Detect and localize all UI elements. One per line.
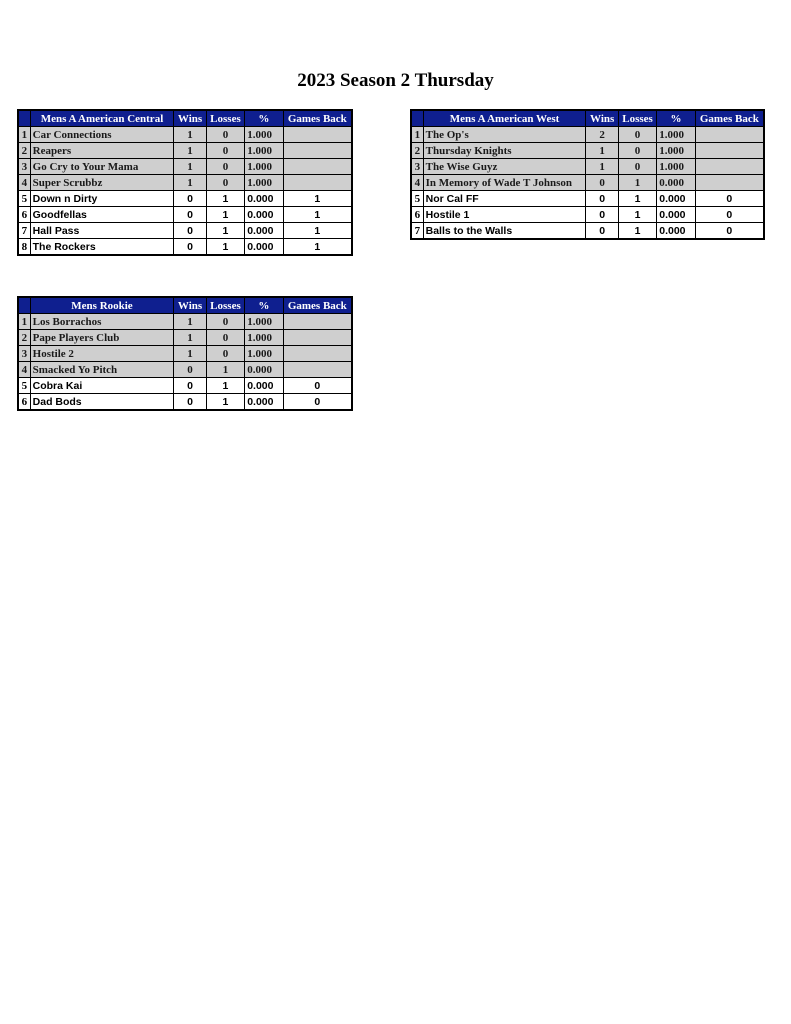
wins-cell: 1 — [174, 175, 206, 191]
games-back-cell: 0 — [695, 223, 764, 240]
rank-cell: 7 — [18, 223, 30, 239]
team-name: Balls to the Walls — [423, 223, 586, 240]
games-back-cell — [283, 314, 352, 330]
rank-cell: 1 — [411, 127, 423, 143]
table-row — [411, 159, 764, 175]
team-name: Cobra Kai — [30, 378, 174, 394]
losses-cell: 0 — [618, 159, 656, 175]
losses-cell: 1 — [618, 223, 656, 240]
team-name: Pape Players Club — [30, 330, 174, 346]
team-name: Goodfellas — [30, 207, 174, 223]
table-row — [18, 330, 352, 346]
team-name: Smacked Yo Pitch — [30, 362, 174, 378]
table-row — [18, 207, 352, 223]
table-header-row — [18, 297, 352, 314]
wins-cell: 1 — [174, 346, 206, 362]
team-name: Los Borrachos — [30, 314, 174, 330]
games-back-cell — [283, 362, 352, 378]
wins-cell: 1 — [586, 159, 618, 175]
pct-cell: 1.000 — [245, 330, 283, 346]
table-row — [18, 223, 352, 239]
header-corner — [411, 110, 423, 127]
table-row — [411, 175, 764, 191]
pct-cell: 1.000 — [245, 175, 283, 191]
losses-cell: 0 — [206, 346, 244, 362]
rank-cell: 1 — [18, 127, 30, 143]
table-row — [411, 127, 764, 143]
table-row — [18, 378, 352, 394]
table-header-row — [18, 110, 352, 127]
losses-cell: 0 — [206, 159, 244, 175]
pct-cell: 0.000 — [657, 175, 695, 191]
table-row — [411, 191, 764, 207]
rank-cell: 4 — [18, 175, 30, 191]
division-name: Mens A American Central — [30, 110, 174, 127]
rank-cell: 6 — [411, 207, 423, 223]
header-losses: Losses — [206, 297, 244, 314]
losses-cell: 0 — [206, 127, 244, 143]
losses-cell: 1 — [618, 175, 656, 191]
header-wins: Wins — [174, 297, 206, 314]
team-name: The Wise Guyz — [423, 159, 586, 175]
table-row — [18, 346, 352, 362]
games-back-cell: 1 — [283, 223, 352, 239]
games-back-cell: 0 — [695, 207, 764, 223]
table-row — [18, 239, 352, 256]
wins-cell: 0 — [586, 191, 618, 207]
losses-cell: 0 — [206, 330, 244, 346]
losses-cell: 1 — [206, 362, 244, 378]
wins-cell: 1 — [174, 143, 206, 159]
wins-cell: 0 — [586, 207, 618, 223]
losses-cell: 0 — [618, 143, 656, 159]
team-name: Hostile 2 — [30, 346, 174, 362]
wins-cell: 0 — [174, 223, 206, 239]
table-row — [18, 191, 352, 207]
wins-cell: 1 — [174, 314, 206, 330]
team-name: Reapers — [30, 143, 174, 159]
wins-cell: 0 — [174, 239, 206, 256]
pct-cell: 0.000 — [245, 223, 283, 239]
rank-cell: 2 — [18, 143, 30, 159]
table-row — [411, 143, 764, 159]
header-games-back: Games Back — [283, 110, 352, 127]
games-back-cell — [283, 127, 352, 143]
games-back-cell: 1 — [283, 191, 352, 207]
losses-cell: 1 — [618, 191, 656, 207]
standings-table-rookie — [17, 296, 353, 411]
table-row — [18, 143, 352, 159]
header-pct: % — [245, 297, 283, 314]
games-back-cell — [283, 159, 352, 175]
games-back-cell: 0 — [695, 191, 764, 207]
header-corner — [18, 297, 30, 314]
pct-cell: 0.000 — [245, 239, 283, 256]
pct-cell: 1.000 — [245, 346, 283, 362]
wins-cell: 1 — [174, 127, 206, 143]
wins-cell: 0 — [174, 207, 206, 223]
losses-cell: 1 — [206, 394, 244, 411]
games-back-cell — [283, 330, 352, 346]
losses-cell: 0 — [206, 143, 244, 159]
pct-cell: 0.000 — [245, 378, 283, 394]
wins-cell: 1 — [586, 143, 618, 159]
wins-cell: 0 — [174, 191, 206, 207]
rank-cell: 2 — [18, 330, 30, 346]
division-name: Mens Rookie — [30, 297, 174, 314]
wins-cell: 1 — [174, 330, 206, 346]
header-pct: % — [657, 110, 695, 127]
rank-cell: 5 — [18, 191, 30, 207]
games-back-cell — [283, 143, 352, 159]
pct-cell: 0.000 — [245, 191, 283, 207]
rank-cell: 3 — [411, 159, 423, 175]
rank-cell: 2 — [411, 143, 423, 159]
table-header-row — [411, 110, 764, 127]
losses-cell: 1 — [206, 223, 244, 239]
rank-cell: 6 — [18, 207, 30, 223]
table-row — [18, 314, 352, 330]
pct-cell: 0.000 — [657, 223, 695, 240]
wins-cell: 0 — [174, 362, 206, 378]
pct-cell: 1.000 — [245, 159, 283, 175]
games-back-cell: 0 — [283, 378, 352, 394]
header-corner — [18, 110, 30, 127]
team-name: Nor Cal FF — [423, 191, 586, 207]
team-name: In Memory of Wade T Johnson — [423, 175, 586, 191]
losses-cell: 0 — [618, 127, 656, 143]
games-back-cell: 0 — [283, 394, 352, 411]
table-row — [411, 207, 764, 223]
table-row — [18, 159, 352, 175]
rank-cell: 3 — [18, 346, 30, 362]
wins-cell: 2 — [586, 127, 618, 143]
games-back-cell — [695, 143, 764, 159]
team-name: Dad Bods — [30, 394, 174, 411]
team-name: Hall Pass — [30, 223, 174, 239]
header-games-back: Games Back — [695, 110, 764, 127]
team-name: Super Scrubbz — [30, 175, 174, 191]
team-name: The Rockers — [30, 239, 174, 256]
header-losses: Losses — [206, 110, 244, 127]
header-losses: Losses — [618, 110, 656, 127]
wins-cell: 0 — [586, 175, 618, 191]
team-name: The Op's — [423, 127, 586, 143]
table-row — [18, 175, 352, 191]
losses-cell: 1 — [618, 207, 656, 223]
team-name: Thursday Knights — [423, 143, 586, 159]
losses-cell: 0 — [206, 314, 244, 330]
header-wins: Wins — [586, 110, 618, 127]
pct-cell: 1.000 — [245, 127, 283, 143]
losses-cell: 1 — [206, 207, 244, 223]
team-name: Hostile 1 — [423, 207, 586, 223]
pct-cell: 0.000 — [245, 394, 283, 411]
team-name: Down n Dirty — [30, 191, 174, 207]
header-pct: % — [245, 110, 283, 127]
table-row — [18, 394, 352, 411]
standings-table-central — [17, 109, 353, 256]
pct-cell: 0.000 — [245, 207, 283, 223]
header-games-back: Games Back — [283, 297, 352, 314]
standings-table-west — [410, 109, 765, 240]
wins-cell: 0 — [586, 223, 618, 240]
games-back-cell — [695, 127, 764, 143]
table-row — [411, 223, 764, 240]
losses-cell: 0 — [206, 175, 244, 191]
wins-cell: 0 — [174, 378, 206, 394]
games-back-cell — [695, 159, 764, 175]
games-back-cell — [283, 175, 352, 191]
team-name: Car Connections — [30, 127, 174, 143]
rank-cell: 3 — [18, 159, 30, 175]
rank-cell: 7 — [411, 223, 423, 240]
rank-cell: 4 — [411, 175, 423, 191]
games-back-cell: 1 — [283, 239, 352, 256]
games-back-cell: 1 — [283, 207, 352, 223]
losses-cell: 1 — [206, 239, 244, 256]
losses-cell: 1 — [206, 378, 244, 394]
rank-cell: 8 — [18, 239, 30, 256]
pct-cell: 1.000 — [657, 143, 695, 159]
header-wins: Wins — [174, 110, 206, 127]
table-row — [18, 127, 352, 143]
rank-cell: 1 — [18, 314, 30, 330]
team-name: Go Cry to Your Mama — [30, 159, 174, 175]
pct-cell: 1.000 — [245, 143, 283, 159]
division-name: Mens A American West — [423, 110, 586, 127]
table-row — [18, 362, 352, 378]
page-title: 2023 Season 2 Thursday — [297, 70, 494, 91]
rank-cell: 5 — [411, 191, 423, 207]
pct-cell: 1.000 — [657, 127, 695, 143]
pct-cell: 0.000 — [245, 362, 283, 378]
pct-cell: 1.000 — [657, 159, 695, 175]
wins-cell: 0 — [174, 394, 206, 411]
pct-cell: 1.000 — [245, 314, 283, 330]
rank-cell: 5 — [18, 378, 30, 394]
games-back-cell — [695, 175, 764, 191]
wins-cell: 1 — [174, 159, 206, 175]
pct-cell: 0.000 — [657, 191, 695, 207]
games-back-cell — [283, 346, 352, 362]
pct-cell: 0.000 — [657, 207, 695, 223]
losses-cell: 1 — [206, 191, 244, 207]
rank-cell: 6 — [18, 394, 30, 411]
rank-cell: 4 — [18, 362, 30, 378]
